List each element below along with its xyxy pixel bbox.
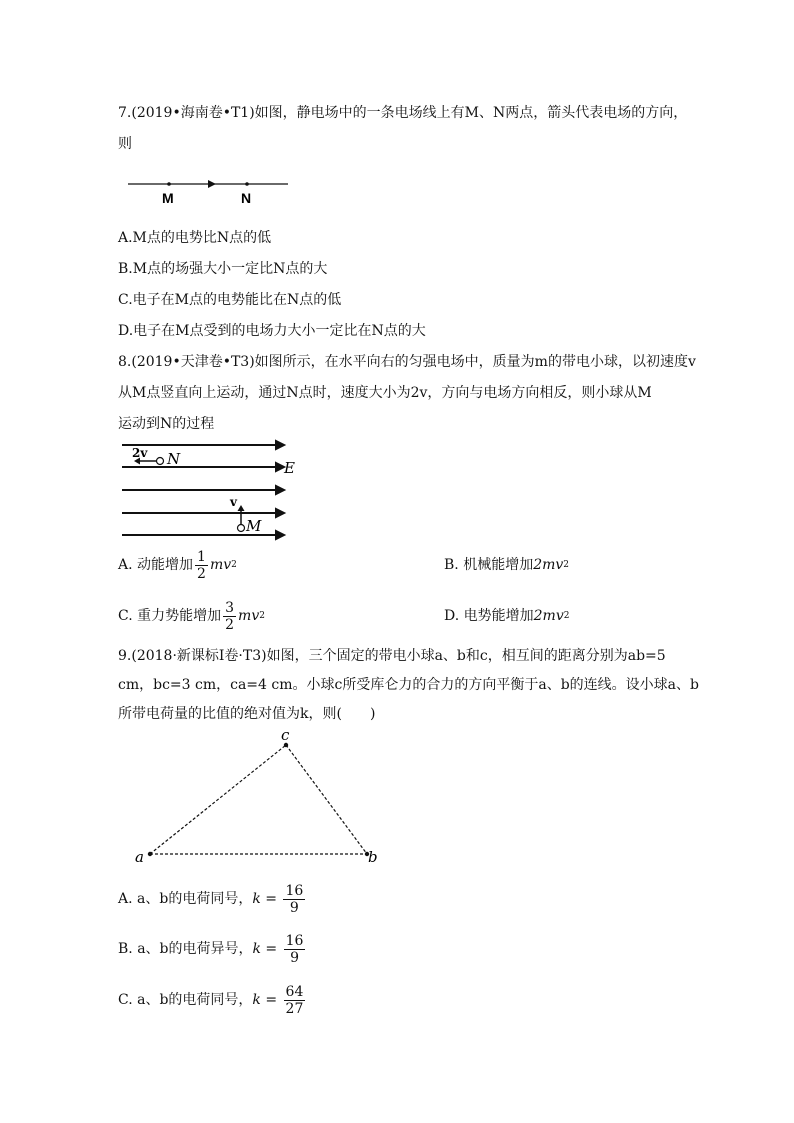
- field-arrow-head: [208, 180, 216, 188]
- q7-option-b: B.M点的场强大小一定比N点的大: [118, 261, 328, 277]
- q9-stem-line3: 所带电荷量的比值的绝对值为k，则( ): [118, 706, 376, 722]
- q9-option-a: A. a、b的电荷同号， k = $\frac{16}{9}$: [118, 882, 304, 916]
- point-m-dot: [167, 182, 171, 186]
- q7-option-d: D.电子在M点受到的电场力大小一定比在N点的大: [118, 323, 426, 339]
- q7-stem-line1: 7.(2019•海南卷•T1)如图，静电场中的一条电场线上有M、N两点，箭头代表电场的方向，: [118, 105, 688, 121]
- label-2v: 2v: [132, 446, 148, 460]
- q8-stem-line3: 运动到N的过程: [118, 416, 215, 432]
- label-m: M: [246, 517, 262, 535]
- label-c: c: [281, 726, 290, 744]
- ball-n: [157, 458, 164, 465]
- fraction: $\frac{16}{9}$: [285, 932, 304, 966]
- label-m: M: [162, 190, 174, 206]
- q7-field-line-figure: [128, 174, 290, 208]
- label-a: a: [135, 848, 144, 866]
- ball-m: [238, 525, 245, 532]
- q9-option-c: C. a、b的电荷同号， k = $\frac{64}{27}$: [118, 983, 304, 1017]
- label-b: b: [368, 848, 378, 866]
- fraction: $\frac{1}{2}$: [197, 548, 206, 582]
- q8-option-a: A. 动能增加 $\frac{1}{2}$ mv 2: [118, 548, 237, 582]
- q8-option-d: D. 电势能增加 2mv 2: [444, 608, 570, 624]
- q9-option-b: B. a、b的电荷异号， k = $\frac{16}{9}$: [118, 932, 304, 966]
- q8-stem-line1: 8.(2019•天津卷•T3)如图所示，在水平向右的匀强电场中，质量为m的带电小球，以初速度v: [118, 354, 696, 370]
- label-e: E: [284, 459, 295, 477]
- label-n: N: [167, 450, 181, 468]
- q9-triangle-figure: [130, 726, 390, 870]
- fraction: $\frac{64}{27}$: [285, 983, 304, 1017]
- q8-uniform-field-figure: [122, 440, 302, 540]
- q8-stem-line2: 从M点竖直向上运动，通过N点时，速度大小为2v，方向与电场方向相反，则小球从M: [118, 385, 652, 401]
- charge-a: [148, 852, 152, 856]
- fraction: $\frac{3}{2}$: [225, 599, 235, 633]
- q7-stem-line2: 则: [118, 136, 132, 152]
- label-n: N: [241, 190, 252, 206]
- q7-option-c: C.电子在M点的电势能比在N点的低: [118, 292, 342, 308]
- q7-option-a: A.M点的电势比N点的低: [118, 230, 272, 246]
- q9-stem-line1: 9.(2018·新课标Ⅰ卷·T3)如图，三个固定的带电小球a、b和c，相互间的距离分别为ab=5: [118, 648, 666, 664]
- q9-stem-line2: cm，bc=3 cm，ca=4 cm。小球c所受库仑力的合力的方向平衡于a、b的连线。设小球a、b: [118, 677, 699, 693]
- velocity-v-arrow: [238, 505, 245, 511]
- label-v: v: [230, 495, 237, 509]
- point-n-dot: [245, 182, 249, 186]
- fraction: $\frac{16}{9}$: [285, 882, 304, 916]
- q8-option-b: B. 机械能增加 2mv 2: [444, 557, 570, 573]
- q8-option-c: C. 重力势能增加 $\frac{3}{2}$ mv 2: [118, 599, 265, 633]
